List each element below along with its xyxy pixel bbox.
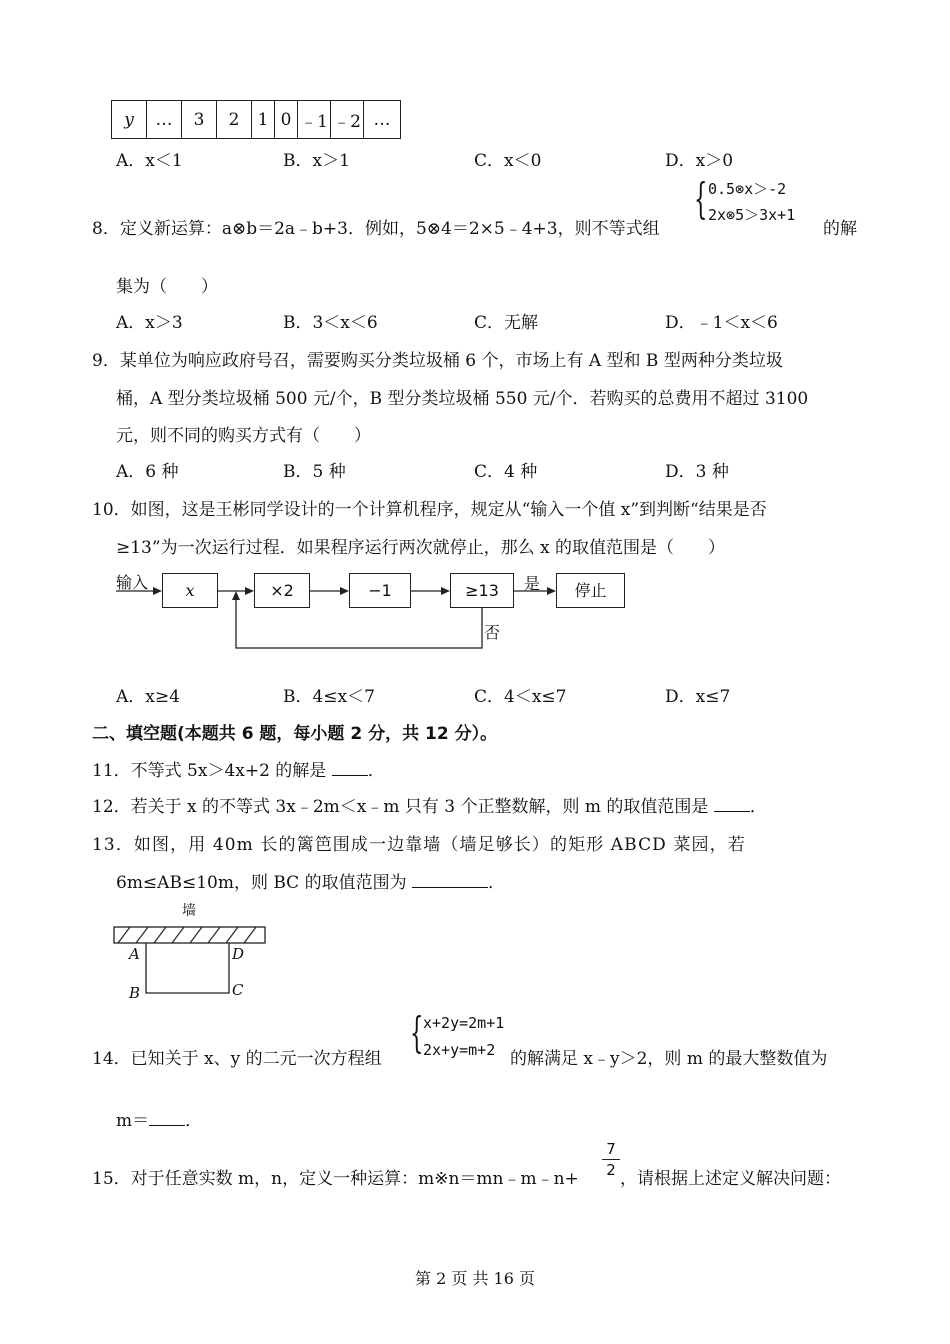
value-table	[111, 100, 401, 139]
q8-stem: 8．定义新运算：a⊗b＝2a﹣b+3．例如，5⊗4＝2×5﹣4+3，则不等式组	[92, 219, 660, 239]
vertex-d: D	[232, 945, 245, 963]
q14-system-line1: x+2y=2m+1	[423, 1014, 505, 1032]
q15-stem-tail: ，请根据上述定义解决问题：	[620, 1169, 841, 1189]
q14-stem: 14．已知关于 x、y 的二元一次方程组	[92, 1049, 382, 1069]
q11-text: 11．不等式 5x＞4x+2 的解是	[92, 761, 332, 781]
q8-stem-tail: 的解	[823, 219, 857, 239]
section-heading: 二、填空题(本题共 6 题，每小题 2 分，共 12 分）。	[92, 724, 498, 744]
q7-option-a: A．x＜1	[116, 151, 183, 171]
q11-stem: 11．不等式 5x＞4x+2 的解是 ．	[92, 761, 385, 781]
q9-option-a: A．6 种	[116, 462, 179, 482]
fraction-bar	[602, 1159, 620, 1160]
table-cell: ﹣1	[298, 101, 331, 139]
q7-option-c: C．x＜0	[474, 151, 542, 171]
flow-no-label: 否	[484, 623, 501, 642]
table-cell: 2	[217, 101, 252, 139]
q13-stem-line2: 6m≤AB≤10m，则 BC 的取值范围为 ．	[116, 873, 505, 893]
q14-system-line2: 2x+y=m+2	[423, 1041, 496, 1059]
q14-equation-system	[410, 1008, 514, 1064]
q10-stem-line1: 10．如图，这是王彬同学设计的一个计算机程序，规定从“输入一个值 x”到判断“结果是否	[92, 500, 767, 520]
q7-option-d: D．x＞0	[665, 151, 734, 171]
table-cell: 1	[252, 101, 275, 139]
q8-system-line2: 2x⊗5＞3x+1	[708, 206, 796, 224]
q9-stem-line3: 元，则不同的购买方式有（ ）	[116, 426, 371, 446]
q12-stem: 12．若关于 x 的不等式 3x﹣2m＜x﹣m 只有 3 个正整数解，则 m 的取值范围是 ．	[92, 797, 767, 817]
q10-option-d: D．x≤7	[665, 687, 731, 707]
q10-option-b: B．4≤x＜7	[283, 687, 375, 707]
answer-blank	[412, 871, 488, 888]
q14-text: m＝	[116, 1111, 150, 1131]
flow-box-stop: 停止	[556, 573, 625, 608]
flow-box-compare: ≥13	[450, 573, 514, 608]
wall-label: 墙	[182, 903, 196, 919]
q14-stem-tail: 的解满足 x﹣y＞2，则 m 的最大整数值为	[510, 1049, 828, 1069]
flow-box-x: x	[162, 573, 218, 608]
flow-yes-label: 是	[524, 574, 541, 593]
q10-option-a: A．x≥4	[116, 687, 180, 707]
fraction-denominator: 2	[606, 1161, 616, 1179]
vertex-a: A	[129, 945, 140, 963]
q9-option-c: C．4 种	[474, 462, 538, 482]
q15-stem: 15．对于任意实数 m，n，定义一种运算：m※n＝mn﹣m﹣n+	[92, 1169, 579, 1189]
q8-stem-line2: 集为（ ）	[116, 277, 218, 297]
q9-stem-line2: 桶，A 型分类垃圾桶 500 元/个，B 型分类垃圾桶 550 元/个．若购买的总费用不超过 3100	[116, 389, 809, 409]
q13-figure	[110, 898, 270, 1008]
q12-text: 12．若关于 x 的不等式 3x﹣2m＜x﹣m 只有 3 个正整数解，则 m 的取值范围是	[92, 797, 714, 817]
answer-blank	[149, 1109, 185, 1126]
q10-stem-line2: ≥13”为一次运行过程．如果程序运行两次就停止，那么 x 的取值范围是（ ）	[116, 538, 725, 558]
table-cell: …	[364, 101, 401, 139]
q13-stem-line1: 13．如图，用 40m 长的篱笆围成一边靠墙（墙足够长）的矩形 ABCD 菜园，若	[92, 835, 746, 855]
flow-box-times2: ×2	[254, 573, 310, 608]
flow-input-label: 输入	[116, 573, 149, 592]
vertex-b: B	[129, 984, 141, 1002]
q8-inequality-system	[694, 174, 824, 230]
q13-text: 6m≤AB≤10m，则 BC 的取值范围为	[116, 873, 412, 893]
q8-option-c: C．无解	[474, 313, 539, 333]
q9-option-d: D．3 种	[665, 462, 729, 482]
table-cell: ﹣2	[331, 101, 364, 139]
q8-option-d: D．﹣1＜x＜6	[665, 313, 778, 333]
answer-blank	[714, 795, 750, 812]
table-cell: y	[112, 101, 147, 139]
brace-icon: {	[410, 1008, 424, 1057]
fraction	[602, 1140, 620, 1179]
q8-option-a: A．x＞3	[116, 313, 183, 333]
q9-option-b: B．5 种	[283, 462, 346, 482]
page-footer: 第 2 页 共 16 页	[415, 1269, 535, 1288]
q8-system-line1: 0.5⊗x＞-2	[708, 180, 787, 198]
table-cell: 0	[275, 101, 298, 139]
answer-blank	[332, 759, 368, 776]
fraction-numerator: 7	[606, 1140, 616, 1158]
brace-icon: {	[694, 174, 708, 223]
q8-option-b: B．3＜x＜6	[283, 313, 378, 333]
table-cell: …	[147, 101, 182, 139]
q7-option-b: B．x＞1	[283, 151, 350, 171]
q14-stem-line2: m＝ ．	[116, 1111, 203, 1131]
q10-option-c: C．4＜x≤7	[474, 687, 567, 707]
vertex-c: C	[232, 981, 244, 999]
table-cell: 3	[182, 101, 217, 139]
flow-box-minus1: −1	[349, 573, 411, 608]
q9-stem-line1: 9．某单位为响应政府号召，需要购买分类垃圾桶 6 个，市场上有 A 型和 B 型两种分类垃圾	[92, 351, 783, 371]
